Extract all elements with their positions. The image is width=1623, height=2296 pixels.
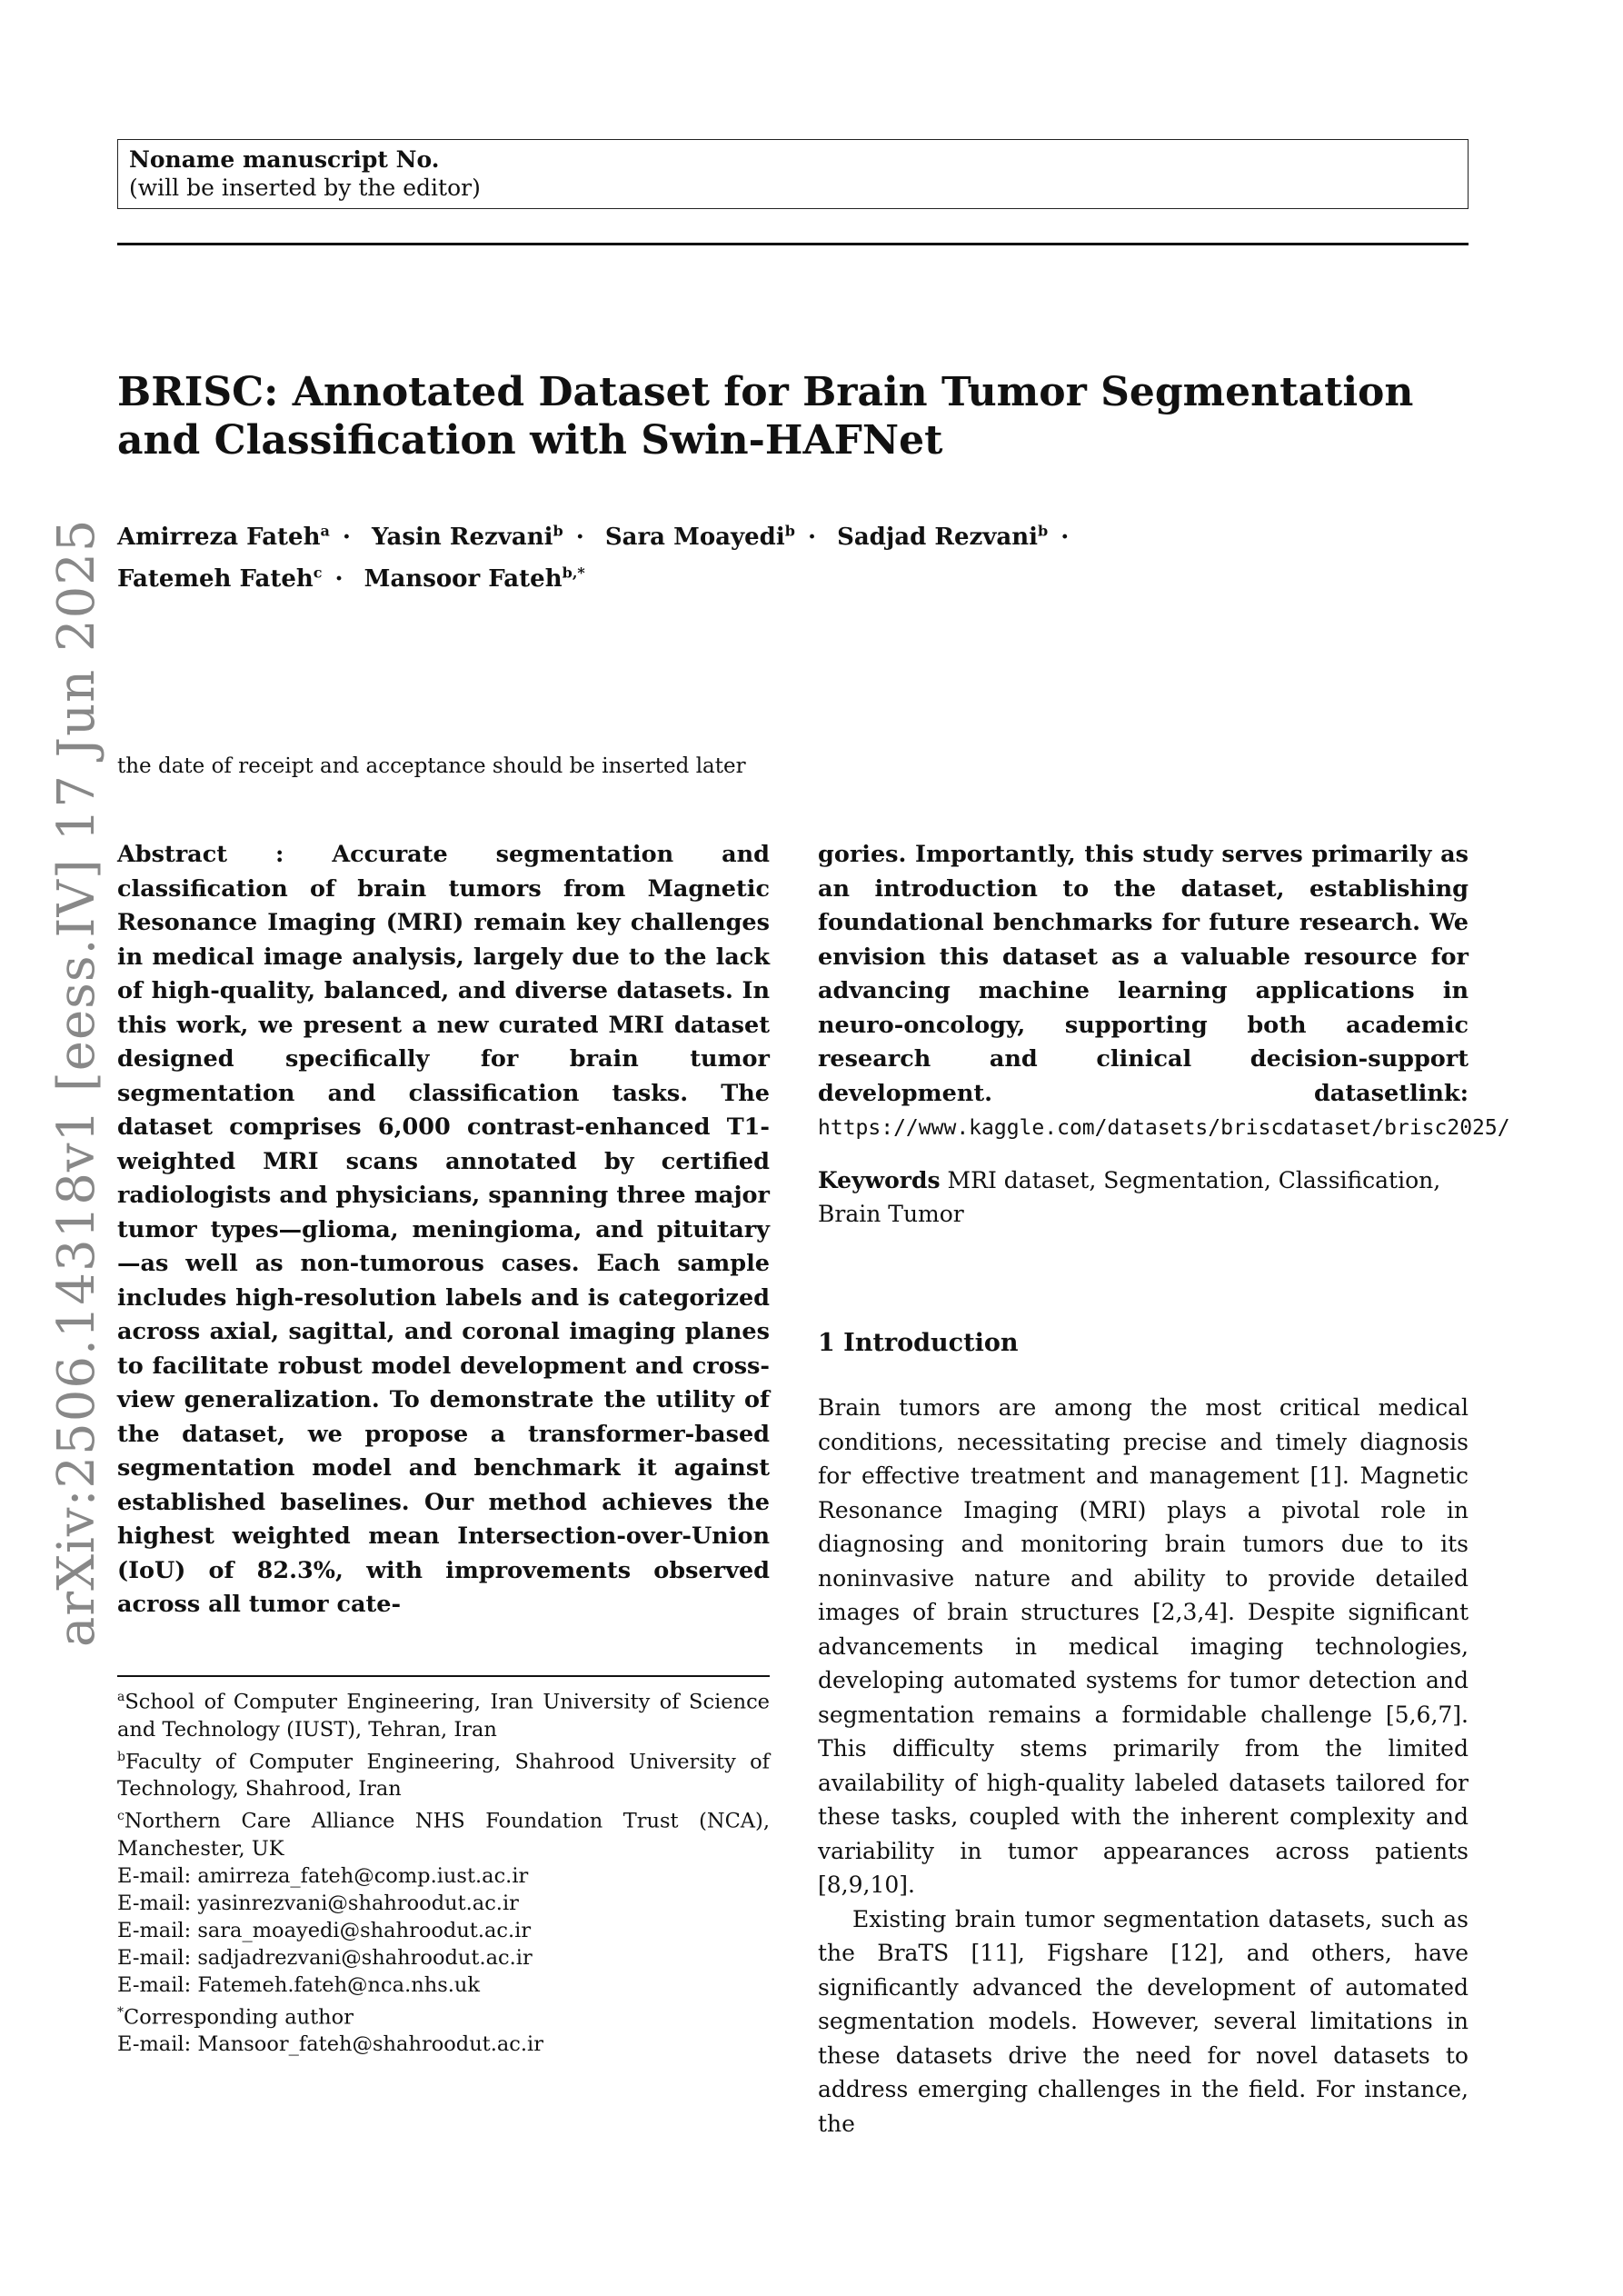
email-note: E-mail: amirreza_fateh@comp.iust.ac.ir bbox=[117, 1863, 529, 1888]
author-list: Amirreza Fateh$^a$ · Yasin Rezvani$^b$ · Sara Moayedi$^b$ · Sadjad Rezvani$^b$ · Fatemeh Fateh$^c$ · Mansoor Fateh$^{b,*}$ bbox=[117, 522, 1070, 594]
email-note: E-mail: sara_moayedi@shahroodut.ac.ir bbox=[117, 1918, 532, 1942]
email-note: E-mail: Mansoor_fateh@shahroodut.ac.ir bbox=[117, 2032, 543, 2056]
paragraph: Existing brain tumor segmentation datasets, such as the BraTS [11], Figshare [12], and others, have significantly advanced the development of automated segmentation models. However, several limitations in these datasets drive the need for novel datasets to address emerging challenges in the field. For instance, the bbox=[818, 1905, 1469, 2137]
abstract-left-column bbox=[117, 838, 770, 1622]
email-note: E-mail: yasinrezvani@shahroodut.ac.ir bbox=[117, 1891, 519, 1915]
author: Sara Moayedi$^b$ bbox=[604, 522, 795, 551]
author: Mansoor Fateh$^{b,*}$ bbox=[363, 564, 585, 594]
paper-title: BRISC: Annotated Dataset for Brain Tumor Segmentation and Classification with Swin-HAFNet bbox=[117, 369, 1414, 464]
section-heading: 1 Introduction bbox=[818, 1329, 1019, 1357]
author: Fatemeh Fateh$^c$ bbox=[117, 564, 323, 594]
email-note: E-mail: Fatemeh.fateh@nca.nhs.uk bbox=[117, 1972, 481, 1997]
arxiv-identifier: arXiv:2506.14318v1 [eess.IV] 17 Jun 2025 bbox=[47, 518, 106, 1647]
keywords-label: Keywords bbox=[818, 1167, 941, 1193]
footnote-rule bbox=[117, 1675, 770, 1677]
email-note: E-mail: sadjadrezvani@shahroodut.ac.ir bbox=[117, 1945, 533, 1970]
author: Amirreza Fateh$^a$ bbox=[117, 522, 330, 551]
corresponding-author-note: *Corresponding author bbox=[117, 2004, 353, 2029]
affiliation-note: $^a$School of Computer Engineering, Iran University of Science and Technology (IUST), Tehran, Iran bbox=[117, 1690, 770, 1742]
keywords bbox=[818, 1163, 1469, 1231]
date-note: the date of receipt and acceptance should be inserted later bbox=[117, 754, 746, 778]
author: Sadjad Rezvani$^b$ bbox=[837, 522, 1049, 551]
keywords-text: MRI dataset, Segmentation, Classification, Brain Tumor bbox=[818, 1167, 1441, 1227]
author: Yasin Rezvani$^b$ bbox=[372, 522, 563, 551]
footnotes bbox=[117, 1683, 770, 2058]
introduction-body bbox=[818, 1391, 1469, 2141]
dataset-link[interactable]: https://www.kaggle.com/datasets/briscdataset/brisc2025/ bbox=[818, 1116, 1510, 1140]
paragraph: Brain tumors are among the most critical medical conditions, necessitating precise and timely diagnosis for effective treatment and management [1]. Magnetic Resonance Imaging (MRI) plays a pivotal role in diagnosing and monitoring brain tumors due to its noninvasive nature and ability to provide detailed images of brain structures [2,3,4]. Despite significant advancements in medical imaging technologies, developing automated systems for tumor detection and segmentation remains a formidable challenge [5,6,7]. This difficulty stems primarily from the limited availability of high-quality labeled datasets tailored for these tasks, coupled with the inherent complexity and variability in tumor appearances across patients [8,9,10]. bbox=[818, 1394, 1469, 1898]
abstract-right-column bbox=[818, 838, 1510, 1146]
affiliation-note: $^c$Northern Care Alliance NHS Foundation Trust (NCA), Manchester, UK bbox=[117, 1809, 770, 1861]
abstract-label: Abstract : bbox=[117, 841, 284, 868]
abstract-text-continued: gories. Importantly, this study serves primarily as an introduction to the dataset, establishing foundational benchmarks for future research. We envision this dataset as a valuable resource for advancing machine learning applications in neuro-oncology, supporting both academic research and clinical decision-support development. datasetlink: bbox=[818, 841, 1469, 1107]
abstract-text: Accurate segmentation and classification of brain tumors from Magnetic Resonance Imaging (MRI) remain key challenges in medical image analysis, largely due to the lack of high-quality, balanced, and diverse datasets. In this work, we present a new curated MRI dataset designed specifically for brain tumor segmentation and classification tasks. The dataset comprises 6,000 contrast-enhanced T1-weighted MRI scans annotated by certified radiologists and physicians, spanning three major tumor types—glioma, meningioma, and pituitary—as well as non-tumorous cases. Each sample includes high-resolution labels and is categorized across axial, sagittal, and coronal imaging planes to facilitate robust model development and cross-view generalization. To demonstrate the utility of the dataset, we propose a transformer-based segmentation model and benchmark it against established baselines. Our method achieves the highest weighted mean Intersection-over-Union (IoU) of 82.3%, with improvements observed across all tumor cate- bbox=[117, 841, 770, 1618]
affiliation-note: $^b$Faculty of Computer Engineering, Shahrood University of Technology, Shahrood, Iran bbox=[117, 1749, 770, 1801]
editor-note: (will be inserted by the editor) bbox=[129, 175, 481, 201]
manuscript-box bbox=[117, 139, 1469, 209]
manuscript-label: Noname manuscript No. bbox=[129, 146, 440, 173]
header-rule bbox=[117, 243, 1469, 245]
